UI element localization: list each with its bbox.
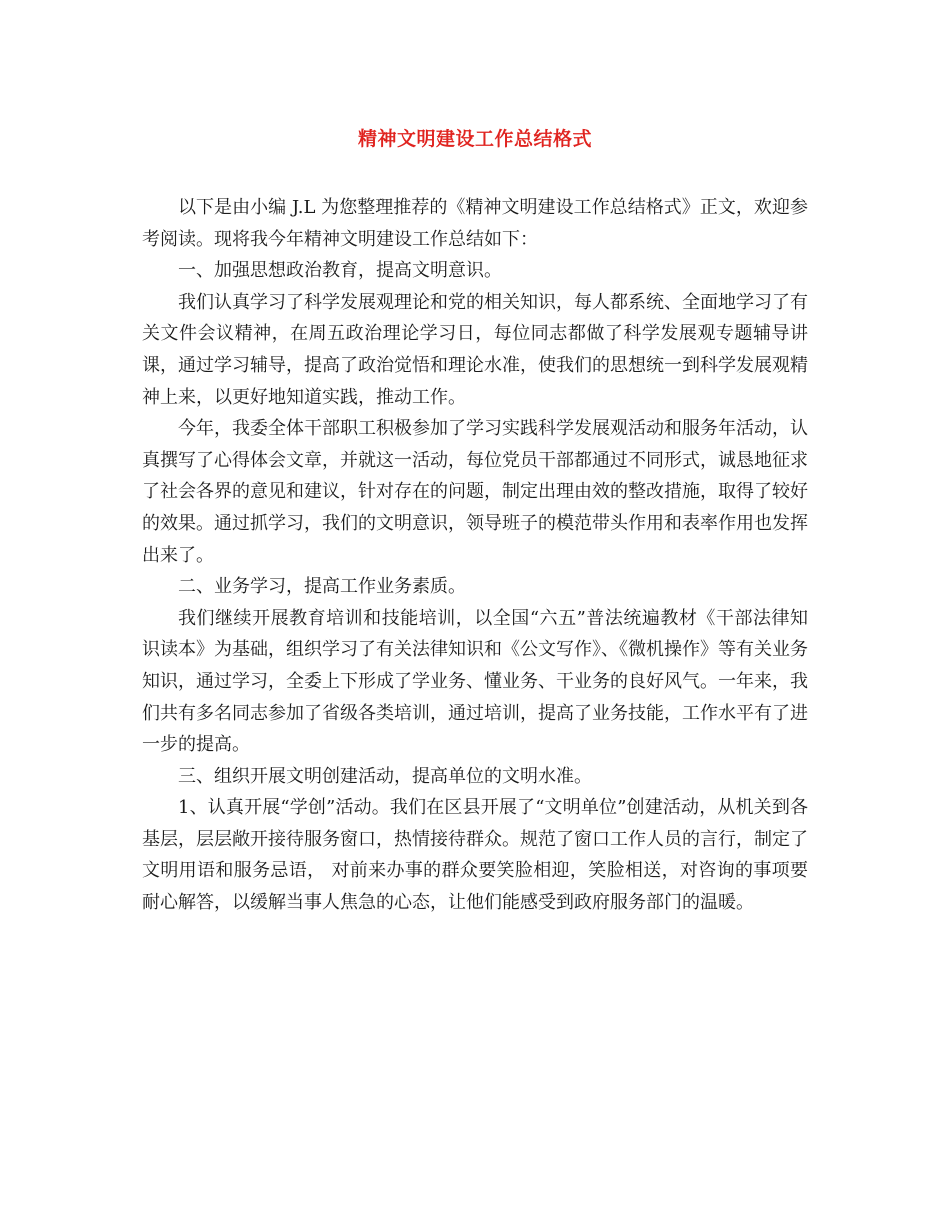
paragraph: 今年，我委全体干部职工积极参加了学习实践科学发展观活动和服务年活动，认真撰写了心得体会文章，并就这一活动，每位党员干部都通过不同形式，诚恳地征求了社会各界的意见和建议，针对存在的问题，制定出理由效的整改措施，取得了较好的效果。通过抓学习，我们的文明意识，领导班子的模范带头作用和表率作用也发挥出来了。	[142, 418, 808, 566]
paragraph: 1、认真开展“学创”活动。我们在区县开展了“文明单位”创建活动，从机关到各基层，层层敞开接待服务窗口，热情接待群众。规范了窗口工作人员的言行，制定了文明用语和服务忌语， 对前来办事的群众要笑脸相迎，笑脸相送，对咨询的事项要耐心解答，以缓解当事人焦急的心态，让他们能感受到政府服务部门的温暖。	[142, 797, 808, 914]
paragraph: 我们继续开展教育培训和技能培训，以全国“六五”普法统遍教材《干部法律知识读本》为基础，组织学习了有关法律知识和《公文写作》、《微机操作》等有关业务知识，通过学习，全委上下形成了学业务、懂业务、干业务的良好风气。一年来，我们共有多名同志参加了省级各类培训，通过培训，提高了业务技能，工作水平有了进一步的提高。	[142, 607, 808, 756]
document-body	[142, 192, 808, 919]
section-heading-1: 一、加强思想政治教育，提高文明意识。	[178, 260, 502, 282]
document-title: 精神文明建设工作总结格式	[357, 128, 592, 150]
paragraph: 我们认真学习了科学发展观理论和党的相关知识，每人都系统、全面地学习了有关文件会议精神，在周五政治理论学习日，每位同志都做了科学发展观专题辅导讲课，通过学习辅导，提高了政治觉悟和理论水准，使我们的思想统一到科学发展观精神上来，以更好地知道实践，推动工作。	[142, 291, 808, 408]
section-heading-3: 三、组织开展文明创建活动，提高单位的文明水准。	[178, 765, 592, 787]
section-heading-2: 二、业务学习，提高工作业务素质。	[178, 576, 466, 598]
paragraph-intro: 以下是由小编 J.L 为您整理推荐的《精神文明建设工作总结格式》正文，欢迎参考阅读。现将我今年精神文明建设工作总结如下：	[142, 197, 808, 250]
